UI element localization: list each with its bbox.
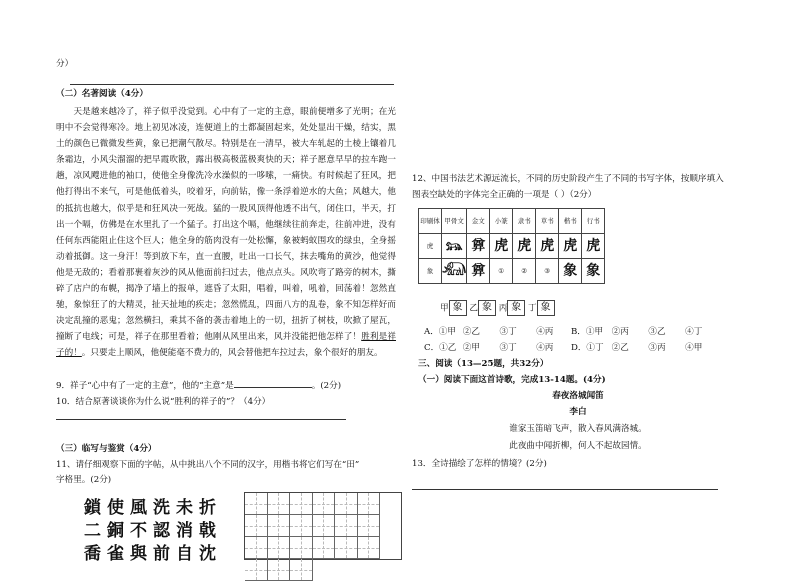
table-header: 印刷体 xyxy=(419,209,442,234)
table-cell: ③ xyxy=(536,259,559,284)
grid-cell[interactable] xyxy=(358,537,381,559)
section-2-title: （二）名著阅读（4分） xyxy=(56,89,148,99)
choice-item: ④甲 xyxy=(685,343,703,353)
grid-cell[interactable] xyxy=(268,559,291,581)
answer-line xyxy=(412,489,718,490)
table-cell: 𓃬 xyxy=(442,234,467,259)
poem-title: 春夜洛城闻笛 xyxy=(552,391,604,401)
table-header: 草书 xyxy=(536,209,559,234)
table-header: 小篆 xyxy=(490,209,513,234)
option-label: 乙 xyxy=(469,303,478,314)
choice-item: ④丙 xyxy=(536,343,554,353)
option-label: 丁 xyxy=(528,303,537,314)
poem-subsection-heading: （一）阅读下面这首诗歌，完成13-14题。(4分) xyxy=(418,375,606,385)
grid-cell[interactable] xyxy=(290,559,313,581)
poem-line-2: 此夜曲中闻折柳，何人不起故园情。 xyxy=(509,441,647,451)
question-10: 10．结合原著谈谈你为什么说“胜利的祥子的”？（4分） xyxy=(56,397,271,407)
grid-cell[interactable] xyxy=(335,493,358,515)
table-cell: 虎 xyxy=(419,234,442,259)
question-12-line2: 图表空缺处的字体完全正确的一项是（ ）（2分） xyxy=(412,190,597,200)
answer-line xyxy=(70,84,394,85)
option-glyph: 象 xyxy=(449,300,467,316)
option-glyph: 象 xyxy=(507,300,525,316)
choice-a[interactable]: A．①甲 xyxy=(424,327,456,337)
question-13: 13．全诗描绘了怎样的情境？(2分) xyxy=(412,459,547,469)
grid-cell[interactable] xyxy=(268,493,291,515)
grid-cell[interactable] xyxy=(268,515,291,537)
choice-item: ④丙 xyxy=(536,327,554,337)
grid-cell[interactable] xyxy=(290,493,313,515)
calligraphy-row-3: 喬雀與前自沈 xyxy=(84,544,222,564)
table-header: 行书 xyxy=(582,209,605,234)
calligraphy-row-2: 二銅不認消戟 xyxy=(84,521,222,541)
glyph-options xyxy=(440,300,555,317)
grid-cell[interactable] xyxy=(245,515,268,537)
table-header: 甲骨文 xyxy=(442,209,467,234)
question-11-line2: 字格里。(2分) xyxy=(56,475,112,485)
answer-line xyxy=(56,419,346,420)
grid-cell[interactable] xyxy=(290,537,313,559)
option-label: 丙 xyxy=(498,303,508,314)
grid-cell[interactable] xyxy=(290,515,313,537)
script-table xyxy=(418,208,605,284)
table-cell: 象 xyxy=(419,259,442,284)
choice-d[interactable]: D．①丁 xyxy=(570,343,604,353)
grid-cell[interactable] xyxy=(313,493,336,515)
choice-item: ②丙 xyxy=(611,327,629,337)
table-cell: 象 xyxy=(559,259,582,284)
table-cell: ② xyxy=(513,259,536,284)
grid-cell[interactable] xyxy=(245,559,268,581)
calligraphy-row-1: 鎖使風洗未折 xyxy=(84,498,222,518)
grid-cell[interactable] xyxy=(335,537,358,559)
table-row-elephant xyxy=(419,259,605,284)
choice-item: ③丙 xyxy=(648,343,666,353)
option-label: 甲 xyxy=(440,303,449,314)
top-fragment: 分） xyxy=(56,59,74,69)
passage-text: 天是越来越冷了，祥子似乎没觉到。心中有了一定的主意，眼前便增多了光明；在光明中不会觉得寒冷。地上初见冰凌，连便道上的土都凝固起来，处处显出干燥，结实，黑土的颜色已微微发些黄，象已把潮气散尽。特别是在一清早，被大车轧起的土棱上镶着几条霜边，小风尖溜溜的把早霞吹散，露出极高极蓝极爽快的天；祥子愿意早早的拉车跑一趟，凉风飕进他的袖口，使他全身像洗冷水澡似的一哆嗦，一痛快。有时候起了狂风，把他打得出不来气，可是他低着头，咬着牙，向前钻，像一条浮着逆水的大鱼；风越大，他的抵抗也越大，似乎是和狂风决一死战。猛的一股风顶得他透不出气，闭住口，半天，打出一个嗝，仿佛是在水里扎了一个猛子。打出这个嗝，他继续往前奔走，往前冲进，没有任何东西能阻止住这个巨人；他全身的筋肉没有一处松懈，象被蚂蚁围攻的绿虫，全身摇动着抵御。这一身汗！等到放下车，直一直腰，吐出一口长气，抹去嘴角的黄沙，他觉得他是无敌的；看着那裹着灰沙的风从他面前扫过去，他点点头。风吹弯了路旁的树木，撕碎了店户的布幌，揭净了墙上的报单，遮昏了太阳，唱着，叫着，吼着，回荡着！忽然直驰，象惊狂了的大精灵，扯天扯地的疾走；忽然慌乱，四面八方的乱卷，象不知怎样好而决定乱撞的恶鬼；忽然横扫，乘其不备的袭击着地上的一切，扭折了树枝，吹掀了屋瓦，撞断了电线；可是，祥子在那里看着；他刚从风里出来，风并没能把他怎样了！ xyxy=(56,107,396,343)
table-cell: 虎 xyxy=(536,234,559,259)
question-9-blank[interactable] xyxy=(234,378,312,388)
choice-row-2 xyxy=(424,340,715,356)
table-cell: 象 xyxy=(582,259,605,284)
reading-passage xyxy=(56,104,396,362)
reading-section-heading: 三、阅读（13—25题，共32分） xyxy=(418,359,549,369)
grid-cell[interactable] xyxy=(335,515,358,537)
grid-cell[interactable] xyxy=(313,537,336,559)
choice-item: ②乙 xyxy=(462,327,480,337)
tian-grid[interactable] xyxy=(244,492,402,560)
table-cell: 𢍜 xyxy=(467,234,490,259)
table-header: 金文 xyxy=(467,209,490,234)
grid-cell[interactable] xyxy=(358,515,381,537)
grid-cell[interactable] xyxy=(268,537,291,559)
table-cell: 𓃰 xyxy=(442,259,467,284)
table-cell: 虎 xyxy=(582,234,605,259)
choice-item: ②甲 xyxy=(462,343,480,353)
passage-tail: 。只要走上顺风，他便能毫不费力的，风会替他把车拉过去，象个很好的朋友。 xyxy=(81,348,383,359)
poem-author: 李白 xyxy=(569,407,587,417)
table-header-row xyxy=(419,209,605,234)
table-cell: 虎 xyxy=(490,234,513,259)
question-9-tail: 。(2分) xyxy=(311,381,342,391)
table-header: 隶书 xyxy=(513,209,536,234)
grid-cell[interactable] xyxy=(245,537,268,559)
choice-item: ②乙 xyxy=(611,343,629,353)
option-glyph: 象 xyxy=(478,300,496,316)
question-11-line1: 11、请仔细观察下面的字帖，从中挑出八个不同的汉字，用楷书将它们写在“田” xyxy=(56,460,360,470)
choice-c[interactable]: C．①乙 xyxy=(424,343,457,353)
table-cell: 虎 xyxy=(513,234,536,259)
choice-item: ③丁 xyxy=(499,327,517,337)
table-cell: ① xyxy=(490,259,513,284)
choice-row-1 xyxy=(424,324,715,340)
poem-line-1: 谁家玉笛暗飞声，散入春风满洛城。 xyxy=(509,424,647,434)
choice-item: ③丁 xyxy=(499,343,517,353)
grid-cell[interactable] xyxy=(313,515,336,537)
grid-cell[interactable] xyxy=(245,493,268,515)
choice-item: ④丁 xyxy=(685,327,703,337)
question-9-text: 9．祥子“心中有了一定的主意”，他的“主意”是 xyxy=(56,381,234,391)
question-12-line1: 12、中国书法艺术源远流长，不同的历史阶段产生了不同的书写字体，按顺序填入 xyxy=(412,174,724,184)
choice-item: ③乙 xyxy=(648,327,666,337)
option-glyph: 象 xyxy=(537,300,555,316)
table-header: 楷书 xyxy=(559,209,582,234)
grid-cell[interactable] xyxy=(358,493,381,515)
table-row-tiger xyxy=(419,234,605,259)
table-cell: 𢍜 xyxy=(467,259,490,284)
choice-b[interactable]: B．①甲 xyxy=(570,327,604,337)
underlined-sentence: 胜利是祥子的！ xyxy=(56,332,396,359)
question-9 xyxy=(56,378,341,394)
section-3-title: （三）临写与鉴赏（4分） xyxy=(56,444,157,454)
table-cell: 虎 xyxy=(559,234,582,259)
